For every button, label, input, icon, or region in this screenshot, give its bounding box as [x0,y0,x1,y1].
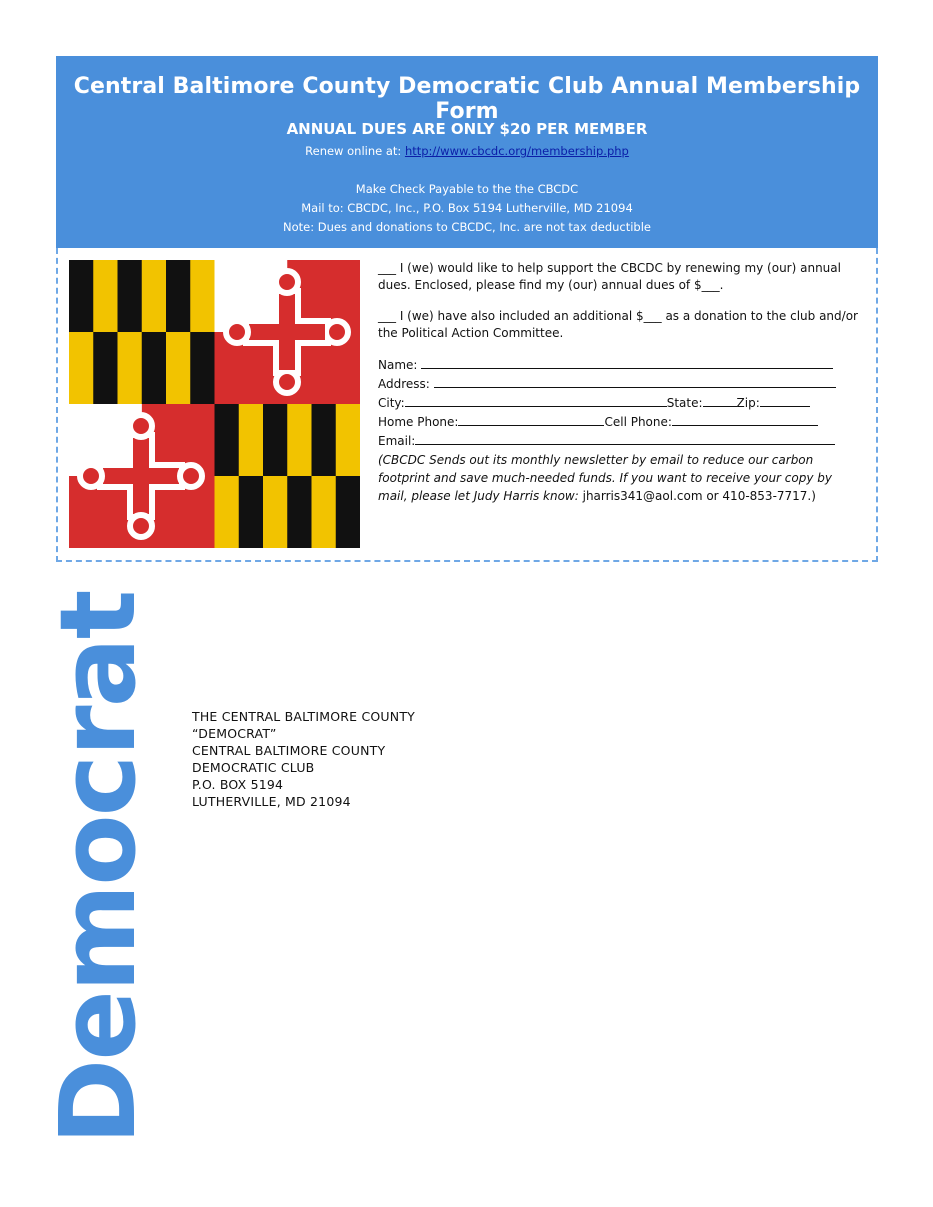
form-title: Central Baltimore County Democratic Club Annual Membership Form [73,74,861,124]
state-field[interactable] [703,394,737,407]
newsletter-text: (CBCDC Sends out its monthly newsletter by email to reduce our carbon footprint and save much-needed funds. If you want to receive your copy by mail, please let Judy Harris know: [378,453,832,503]
city-row [378,394,858,413]
newsletter-contact: jharris341@aol.com or 410-853-7717.) [582,489,816,503]
home-phone-label: Home Phone: [378,415,459,429]
zip-field[interactable] [760,394,810,407]
form-header [56,56,878,248]
membership-form [378,260,858,505]
name-label: Name: [378,358,418,372]
address-row [378,375,858,394]
city-field[interactable] [405,394,667,407]
address-line: “DEMOCRAT” [192,726,277,741]
email-label: Email: [378,434,416,448]
newsletter-note [378,451,858,505]
mailing-address [192,708,415,810]
address-line: P.O. BOX 5194 [192,777,284,792]
address-line: LUTHERVILLE, MD 21094 [192,794,351,809]
address-line: CENTRAL BALTIMORE COUNTY [192,743,386,758]
membership-card [56,248,878,562]
cell-phone-label: Cell Phone: [604,415,672,429]
membership-link[interactable]: http://www.cbcdc.org/membership.php [404,144,629,158]
address-line: THE CENTRAL BALTIMORE COUNTY [192,709,415,724]
zip-label: Zip: [736,396,760,410]
dues-notice: ANNUAL DUES ARE ONLY $20 PER MEMBER [286,120,648,138]
renew-prefix: Renew online at: [305,144,405,158]
renew-dues-option: ___ I (we) would like to help support the CBCDC by renewing my (our) annual dues. Enclosed, please find my (our) annual dues of $___. [378,261,841,292]
mail-line: Mail to: CBCDC, Inc., P.O. Box 5194 Lutherville, MD 21094 [301,201,633,215]
renew-line [56,144,878,158]
donation-option: ___ I (we) have also included an additional $___ as a donation to the club and/or the Political Action Committee. [378,309,858,340]
contact-fields [378,356,858,451]
address-label: Address: [378,377,430,391]
home-phone-field[interactable] [458,413,604,426]
name-row [378,356,858,375]
email-field[interactable] [415,432,835,445]
city-label: City: [378,396,405,410]
name-field[interactable] [421,356,833,369]
address-field[interactable] [434,375,836,388]
state-label: State: [666,396,703,410]
payable-line: Make Check Payable to the the CBCDC [355,182,579,196]
tax-note: Note: Dues and donations to CBCDC, Inc. are not tax deductible [282,220,652,234]
cell-phone-field[interactable] [672,413,818,426]
democrat-vertical-title: Democrat [37,591,159,1145]
email-row [378,432,858,451]
phone-row [378,413,858,432]
maryland-flag-image [69,260,360,548]
address-line: DEMOCRATIC CLUB [192,760,315,775]
